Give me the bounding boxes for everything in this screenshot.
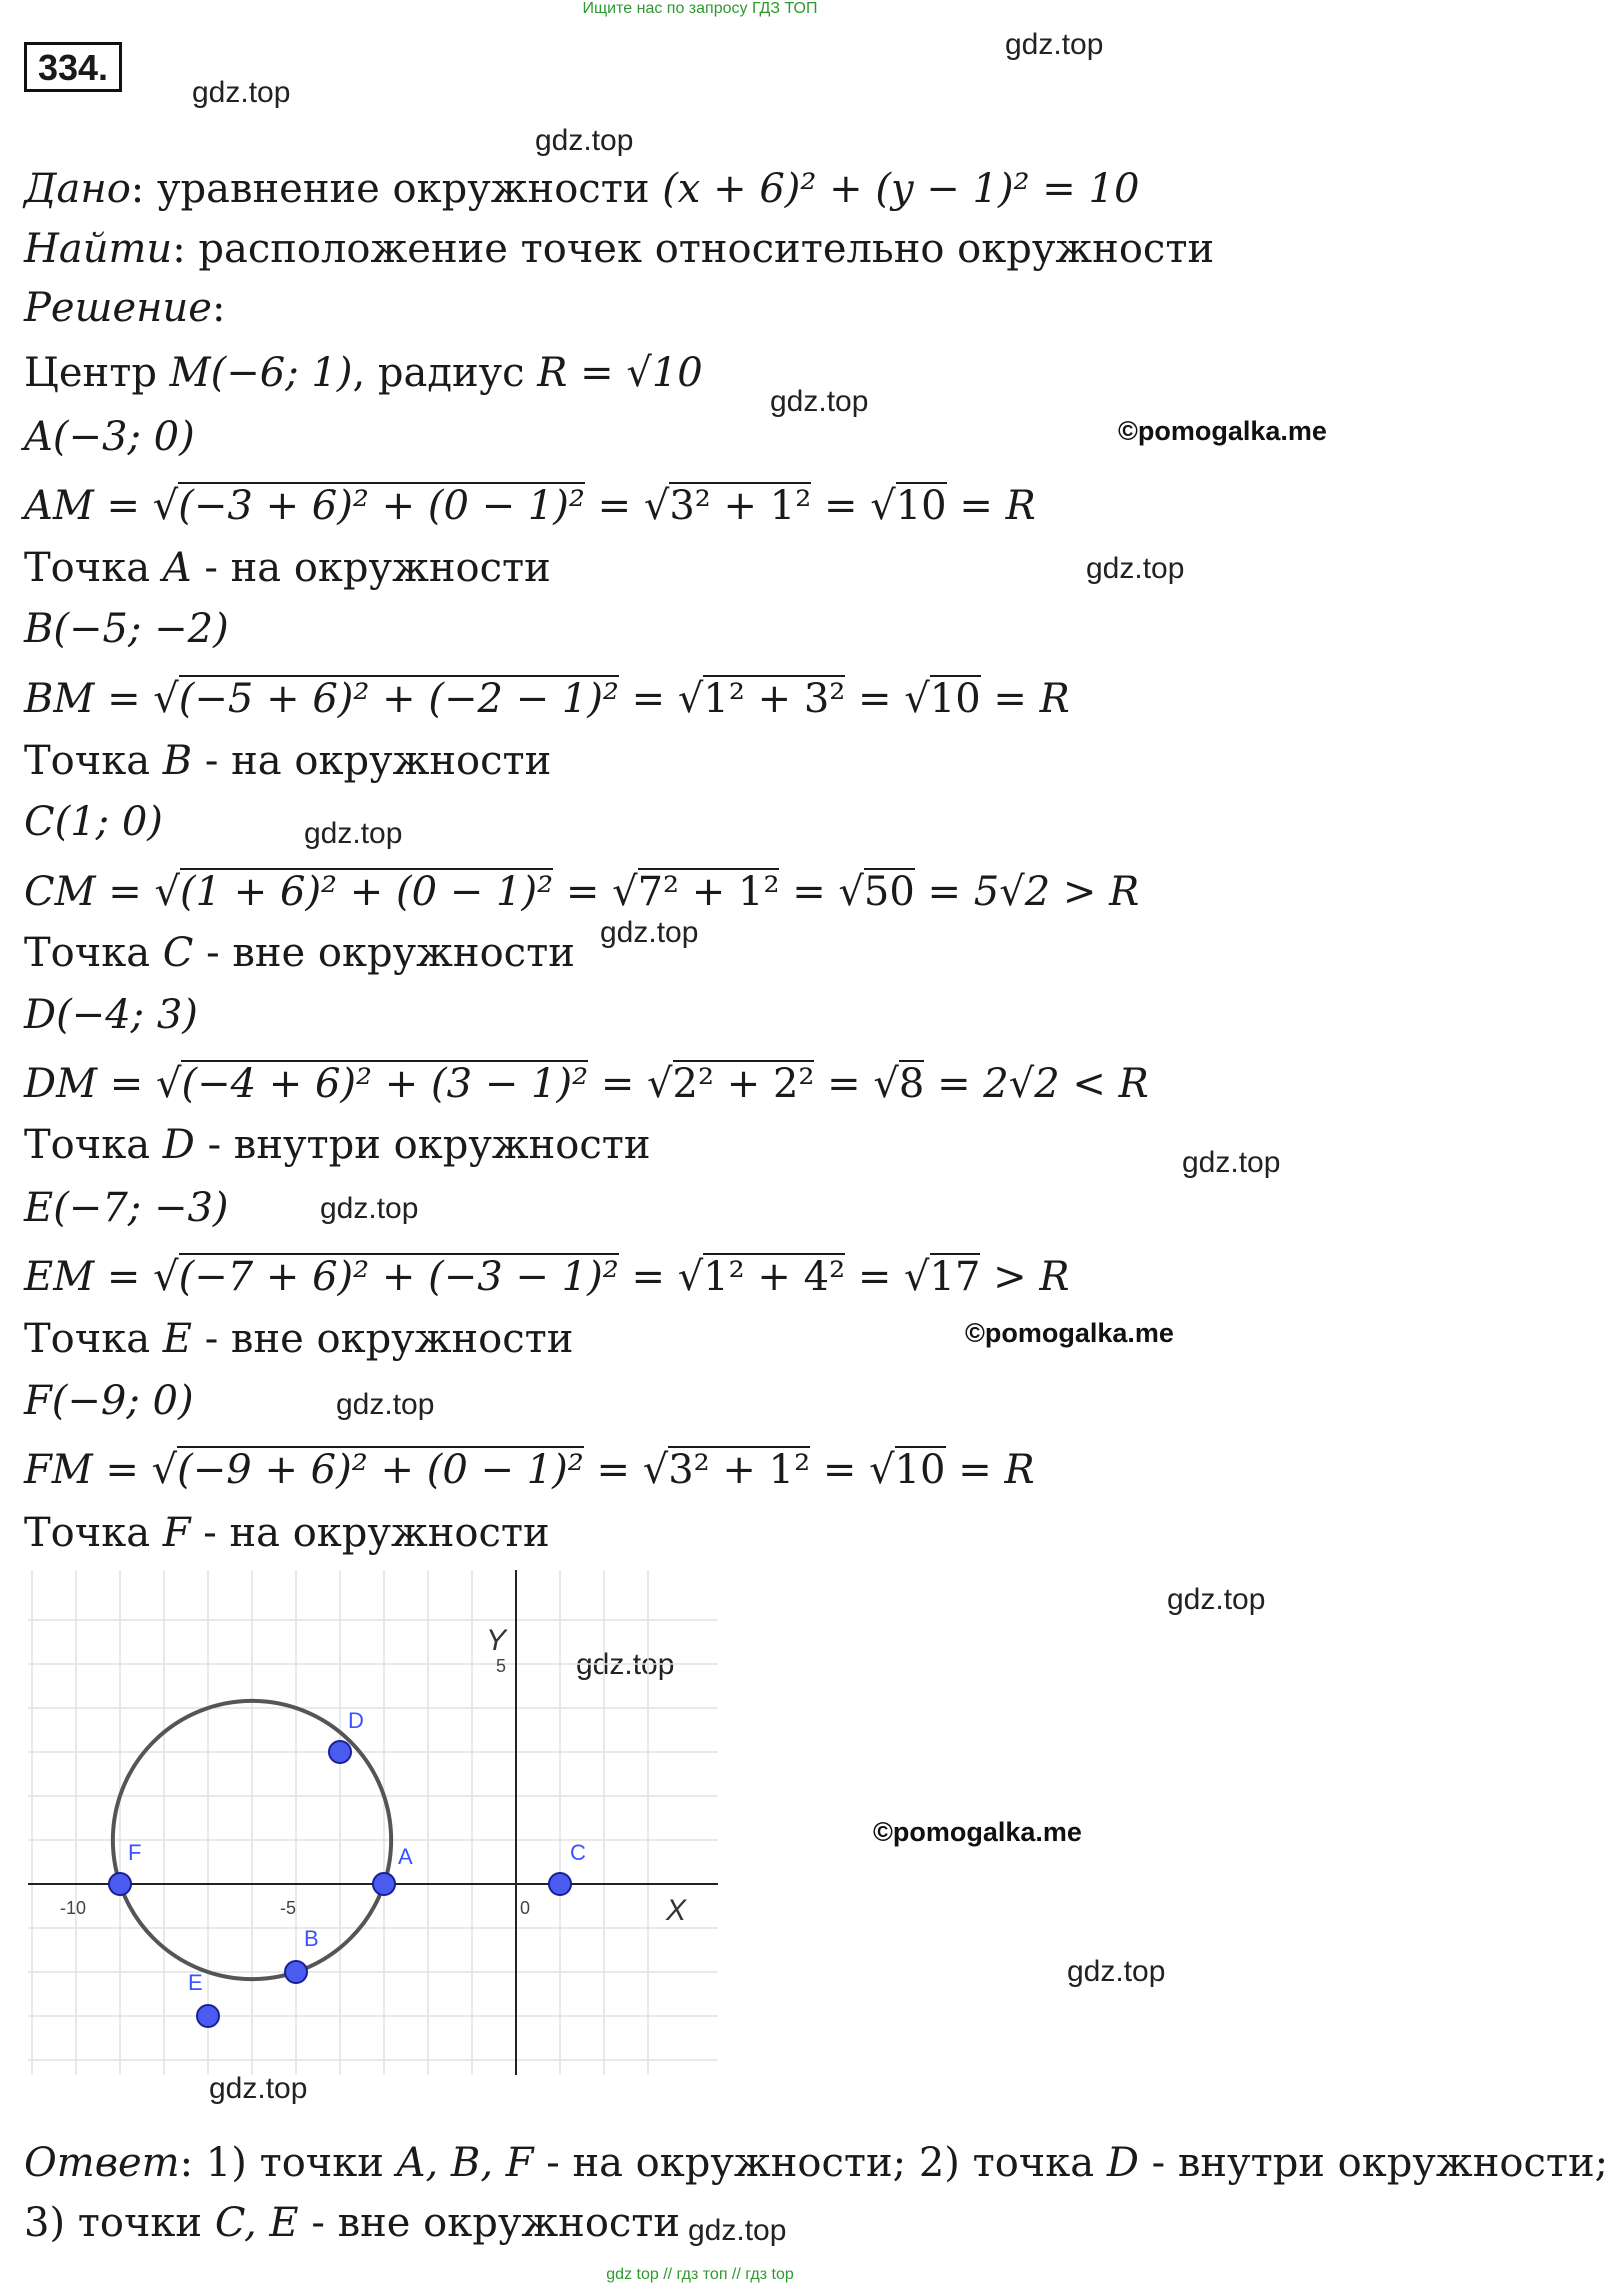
calc-eq3: = √ xyxy=(845,1254,930,1300)
point-c xyxy=(549,1873,571,1895)
point-conclusion xyxy=(24,545,551,591)
conclusion-point: C xyxy=(162,930,194,976)
solution-line xyxy=(24,285,225,331)
coordinate-plot xyxy=(28,1570,718,2075)
calc-lhs: CM xyxy=(24,869,96,915)
distance-calc xyxy=(24,868,1139,915)
distance-calc xyxy=(24,1446,1035,1493)
answer-point-inside: D xyxy=(1106,2140,1139,2186)
calc-eq3: = √ xyxy=(810,1447,895,1493)
calc-eq2: = √ xyxy=(618,1254,704,1300)
point-f xyxy=(109,1873,131,1895)
center-text2: , радиус xyxy=(352,350,538,396)
point-coords xyxy=(24,992,198,1038)
x-axis-label: X xyxy=(666,1894,687,1927)
point-label-e: E xyxy=(188,1970,203,1995)
answer-line-1 xyxy=(24,2140,1608,2186)
calc-tail: = R xyxy=(945,1447,1035,1493)
calc-tail: = 5√2 > R xyxy=(914,869,1140,915)
calc-inner: (−7 + 6)² + (−3 − 1)² xyxy=(178,1254,619,1300)
conclusion-point: A xyxy=(162,545,192,591)
answer-text-1b: - на окружности; 2) точка xyxy=(533,2140,1107,2186)
calc-res: 17 xyxy=(929,1254,981,1300)
given-label: Дано xyxy=(24,166,131,212)
calc-res: 10 xyxy=(929,676,981,722)
calc-eq: = √ xyxy=(92,1447,178,1493)
point-coords-text: F(−9; 0) xyxy=(24,1378,194,1424)
point-conclusion xyxy=(24,1510,550,1556)
conclusion-post: - на окружности xyxy=(190,1510,550,1556)
calc-eq2: = √ xyxy=(588,1061,673,1107)
watermark: gdz.top xyxy=(304,817,403,850)
bottom-banner[interactable]: gdz top // гдз топ // гдз top xyxy=(606,2266,794,2283)
x-tick-label: 0 xyxy=(520,1898,531,1918)
answer-points-outside: C, E xyxy=(214,2200,299,2246)
watermark-pomogalka: ©pomogalka.me xyxy=(1118,416,1327,446)
watermark: gdz.top xyxy=(192,76,291,109)
answer-label: Ответ xyxy=(24,2140,180,2186)
calc-mid: 3² + 1² xyxy=(669,483,812,529)
radius-value: R = √10 xyxy=(537,350,703,396)
given-formula: (x + 6)² + (y − 1)² = 10 xyxy=(662,166,1140,212)
answer-points-on: A, B, F xyxy=(396,2140,534,2186)
distance-calc xyxy=(24,675,1070,722)
conclusion-post: - на окружности xyxy=(191,545,551,591)
calc-eq3: = √ xyxy=(845,676,930,722)
calc-inner: (−4 + 6)² + (3 − 1)² xyxy=(181,1061,589,1107)
point-coords-text: C(1; 0) xyxy=(24,799,163,845)
conclusion-pre: Точка xyxy=(24,1510,163,1556)
conclusion-pre: Точка xyxy=(24,930,163,976)
calc-eq: = √ xyxy=(95,869,180,915)
find-label: Найти xyxy=(24,226,173,272)
point-conclusion xyxy=(24,738,551,784)
solution-colon: : xyxy=(211,285,226,331)
point-coords xyxy=(24,1378,194,1424)
calc-lhs: EM xyxy=(24,1254,95,1300)
point-coords xyxy=(24,414,195,460)
calc-mid: 2² + 2² xyxy=(672,1061,815,1107)
conclusion-pre: Точка xyxy=(24,1316,163,1362)
center-text: Центр xyxy=(24,350,170,396)
answer-line-2 xyxy=(24,2200,680,2246)
conclusion-pre: Точка xyxy=(24,738,163,784)
point-coords-text: B(−5; −2) xyxy=(24,606,229,652)
calc-eq3: = √ xyxy=(814,1061,899,1107)
point-coords xyxy=(24,606,229,652)
point-label-b: B xyxy=(304,1926,319,1951)
watermark: gdz.top xyxy=(1167,1583,1266,1616)
answer-text-2a: 3) точки xyxy=(24,2200,215,2246)
calc-eq2: = √ xyxy=(553,869,638,915)
calc-eq: = √ xyxy=(94,676,179,722)
distance-calc xyxy=(24,1060,1149,1107)
distance-calc xyxy=(24,482,1036,529)
conclusion-point: E xyxy=(162,1316,192,1362)
calc-inner: (1 + 6)² + (0 − 1)² xyxy=(180,869,554,915)
conclusion-point: F xyxy=(162,1510,191,1556)
calc-eq2: = √ xyxy=(583,1447,669,1493)
calc-res: 10 xyxy=(894,1447,946,1493)
calc-mid: 1² + 3² xyxy=(703,676,846,722)
point-label-c: C xyxy=(570,1840,586,1865)
calc-lhs: FM xyxy=(24,1447,93,1493)
watermark: gdz.top xyxy=(535,124,634,157)
watermark: gdz.top xyxy=(688,2214,787,2247)
watermark: gdz.top xyxy=(1182,1146,1281,1179)
watermark-pomogalka: ©pomogalka.me xyxy=(965,1318,1174,1348)
calc-lhs: DM xyxy=(24,1061,98,1107)
calc-lhs: BM xyxy=(24,676,95,722)
point-d xyxy=(329,1741,351,1763)
calc-eq: = √ xyxy=(97,1061,182,1107)
calc-mid: 3² + 1² xyxy=(668,1447,811,1493)
distance-calc xyxy=(24,1253,1070,1300)
conclusion-post: - вне окружности xyxy=(193,930,575,976)
solution-label: Решение xyxy=(24,285,212,331)
conclusion-pre: Точка xyxy=(24,1122,163,1168)
point-e xyxy=(197,2005,219,2027)
conclusion-point: B xyxy=(162,738,193,784)
calc-mid: 7² + 1² xyxy=(637,869,780,915)
calc-eq: = √ xyxy=(93,483,179,529)
x-tick-label: -10 xyxy=(60,1898,87,1918)
watermark: gdz.top xyxy=(336,1388,435,1421)
conclusion-point: D xyxy=(162,1122,195,1168)
calc-inner: (−5 + 6)² + (−2 − 1)² xyxy=(178,676,619,722)
find-text: : расположение точек относительно окружности xyxy=(172,226,1215,272)
given-line xyxy=(24,166,1139,212)
point-coords xyxy=(24,799,163,845)
watermark: gdz.top xyxy=(576,1648,675,1681)
calc-eq2: = √ xyxy=(618,676,704,722)
point-label-a: A xyxy=(398,1844,413,1869)
calc-res: 10 xyxy=(895,483,947,529)
point-conclusion xyxy=(24,1316,573,1362)
calc-mid: 1² + 4² xyxy=(703,1254,846,1300)
watermark: gdz.top xyxy=(209,2072,308,2105)
watermark: gdz.top xyxy=(1005,28,1104,61)
conclusion-pre: Точка xyxy=(24,545,163,591)
point-coords-text: A(−3; 0) xyxy=(24,414,195,460)
answer-text-2b: - вне окружности xyxy=(298,2200,681,2246)
point-coords-text: E(−7; −3) xyxy=(24,1185,229,1231)
point-conclusion xyxy=(24,930,575,976)
calc-tail: > R xyxy=(980,1254,1070,1300)
calc-res: 50 xyxy=(863,869,915,915)
watermark: gdz.top xyxy=(600,916,699,949)
conclusion-post: - внутри окружности xyxy=(194,1122,651,1168)
y-tick-label: 5 xyxy=(496,1656,507,1676)
watermark: gdz.top xyxy=(770,385,869,418)
point-label-d: D xyxy=(348,1708,364,1733)
conclusion-post: - на окружности xyxy=(192,738,552,784)
watermark: gdz.top xyxy=(1086,552,1185,585)
calc-tail: = R xyxy=(946,483,1036,529)
calc-eq3: = √ xyxy=(779,869,864,915)
find-line xyxy=(24,226,1214,272)
given-text: : уравнение окружности xyxy=(130,166,663,212)
calc-eq3: = √ xyxy=(811,483,896,529)
calc-inner: (−3 + 6)² + (0 − 1)² xyxy=(178,483,585,529)
calc-tail: = 2√2 < R xyxy=(924,1061,1149,1107)
watermark: gdz.top xyxy=(1067,1955,1166,1988)
center-point: M(−6; 1) xyxy=(169,350,353,396)
calc-tail: = R xyxy=(980,676,1070,722)
x-tick-label: -5 xyxy=(280,1898,297,1918)
point-label-f: F xyxy=(128,1840,142,1865)
calc-res: 8 xyxy=(898,1061,925,1107)
calc-eq2: = √ xyxy=(584,483,670,529)
answer-text-1a: : 1) точки xyxy=(179,2140,397,2186)
watermark-pomogalka: ©pomogalka.me xyxy=(873,1817,1082,1847)
top-banner[interactable]: Ищите нас по запросу ГДЗ ТОП xyxy=(582,0,818,17)
point-coords xyxy=(24,1185,229,1231)
point-conclusion xyxy=(24,1122,651,1168)
point-coords-text: D(−4; 3) xyxy=(24,992,198,1038)
point-a xyxy=(373,1873,395,1895)
answer-text-1c: - внутри окружности; xyxy=(1138,2140,1608,2186)
center-line xyxy=(24,350,703,396)
y-axis-label: Y xyxy=(486,1624,507,1657)
task-number: 334. xyxy=(24,42,122,92)
calc-lhs: AM xyxy=(24,483,94,529)
conclusion-post: - вне окружности xyxy=(191,1316,574,1362)
calc-eq: = √ xyxy=(94,1254,179,1300)
calc-inner: (−9 + 6)² + (0 − 1)² xyxy=(177,1447,584,1493)
watermark: gdz.top xyxy=(320,1192,419,1225)
point-b xyxy=(285,1961,307,1983)
